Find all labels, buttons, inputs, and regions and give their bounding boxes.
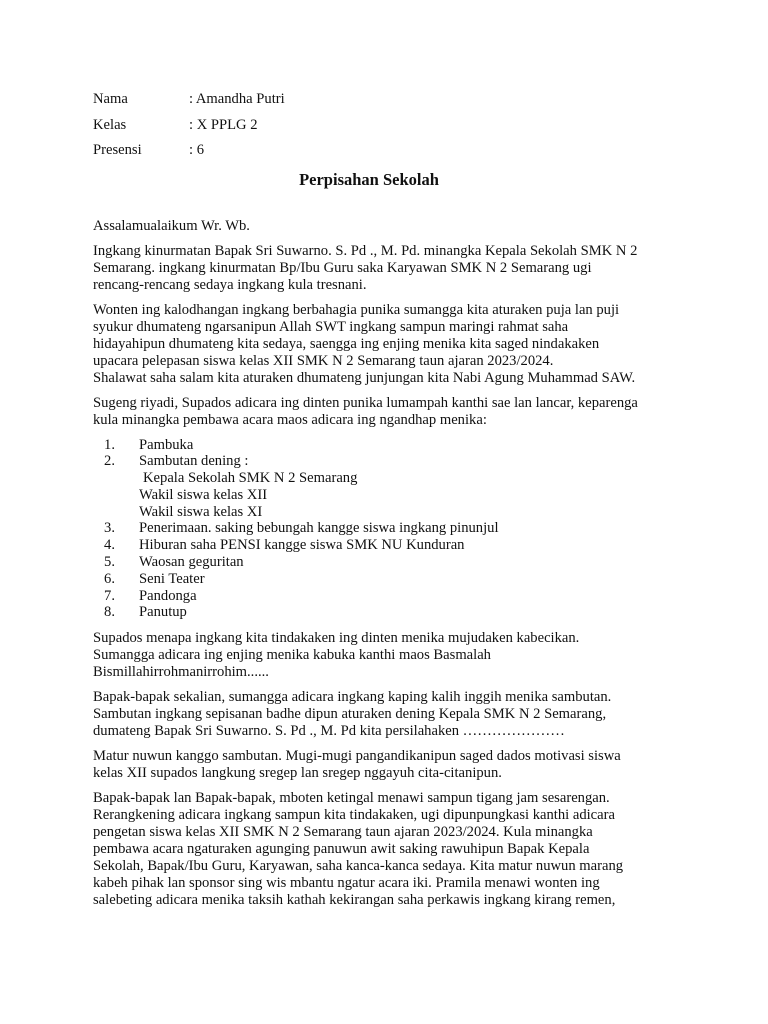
- agenda-item: [93, 604, 693, 621]
- greeting: Assalamualaikum Wr. Wb.: [93, 217, 250, 234]
- agenda-text: Penerimaan. saking bebungah kangge siswa ingkang pinunjul: [139, 520, 499, 537]
- agenda-text: Pambuka: [139, 436, 194, 453]
- meta-label: Presensi: [93, 142, 142, 159]
- agenda-item: [93, 571, 693, 588]
- agenda-number: 6.: [104, 570, 115, 587]
- agenda-item: [93, 537, 693, 554]
- meta-label: Nama: [93, 91, 128, 108]
- agenda-item: [93, 453, 693, 470]
- meta-value: : X PPLG 2: [189, 116, 258, 133]
- agenda-number: 7.: [104, 587, 115, 604]
- agenda-sub-item: [93, 504, 693, 521]
- paragraph-gratitude: Wonten ing kalodhangan ingkang berbahagia punika sumangga kita aturaken puja lan puji syukur dhumateng ngarsanipun Allah SWT ingkang sampun maringi rahmat saha hidayahipun dhumateng kita sedaya, saengga ing enjing menika kita saged nindakaken upacara pelepasan siswa kelas XII SMK N 2 Semarang taun ajaran 2023/2024. Shalawat saha salam kita aturaken dhumateng junjungan kita Nabi Agung Muhammad SAW.: [93, 301, 636, 386]
- agenda-sub-item: [93, 470, 693, 487]
- paragraph-thanks: Matur nuwun kanggo sambutan. Mugi-mugi pangandikanipun saged dados motivasi siswa kelas XII supados langkung sregep lan sregep nggayuh cita-citanipun.: [93, 748, 621, 782]
- meta-value: : Amandha Putri: [189, 91, 285, 108]
- meta-row-nama: [93, 87, 693, 113]
- agenda-item: [93, 554, 693, 571]
- agenda-text: Panutup: [139, 604, 187, 621]
- agenda-sub-text: Wakil siswa kelas XI: [139, 503, 263, 520]
- agenda-list: [93, 437, 693, 622]
- agenda-number: 1.: [104, 436, 115, 453]
- document-title: Perpisahan Sekolah: [299, 169, 439, 189]
- agenda-text: Waosan geguritan: [139, 554, 244, 571]
- paragraph-opening: Supados menapa ingkang kita tindakaken ing dinten menika mujudaken kabecikan. Sumangga adicara ing enjing menika kabuka kanthi maos Basmalah Bismillahirrohmanirrohim......: [93, 630, 580, 681]
- agenda-number: 8.: [104, 604, 115, 621]
- agenda-number: 4.: [104, 537, 115, 554]
- agenda-text: Seni Teater: [139, 570, 205, 587]
- meta-row-presensi: [93, 138, 693, 164]
- agenda-number: 5.: [104, 554, 115, 571]
- agenda-number: 2.: [104, 453, 115, 470]
- paragraph-closing: Bapak-bapak lan Bapak-bapak, mboten ketingal menawi sampun tigang jam sesarengan. Rerangkening adicara ingkang sampun kita tindakaken, ugi dipunpungkasi kanthi adicara pengetan siswa kelas XII SMK N 2 Semarang taun ajaran 2023/2024. Kula minangka pembawa acara ngaturaken agunging panuwun awit saking rawuhipun Bapak Kepala Sekolah, Bapak/Ibu Guru, Karyawan, saha kanca-kanca sedaya. Kita matur nuwun marang kabeh pihak lan sponsor sing wis mbantu ngatur acara iki. Pramila menawi wonten ing salebeting adicara menika taksih kathah kekirangan saha perkawis ingkang kirang remen,: [93, 790, 624, 909]
- agenda-item: [93, 520, 693, 537]
- agenda-text: Sambutan dening :: [139, 453, 249, 470]
- meta-label: Kelas: [93, 116, 127, 133]
- paragraph-opening-address: Ingkang kinurmatan Bapak Sri Suwarno. S. Pd ., M. Pd. minangka Kepala Sekolah SMK N 2 Semarang. ingkang kinurmatan Bp/Ibu Guru saka Karyawan SMK N 2 Semarang ugi rencang-rencang sedaya ingkang kula tresnani.: [93, 242, 638, 293]
- agenda-sub-text: Kepala Sekolah SMK N 2 Semarang: [143, 470, 358, 487]
- agenda-item: [93, 588, 693, 605]
- meta-value: : 6: [189, 142, 204, 159]
- agenda-number: 3.: [104, 520, 115, 537]
- agenda-text: Pandonga: [139, 587, 197, 604]
- agenda-sub-item: [93, 487, 693, 504]
- student-info: [93, 87, 693, 164]
- document-page: [93, 87, 693, 917]
- agenda-item: [93, 437, 693, 454]
- paragraph-agenda-intro: Sugeng riyadi, Supados adicara ing dinten punika lumampah kanthi sae lan lancar, keparenga kula minangka pembawa acara maos adicara ing ngandhap menika:: [93, 394, 638, 428]
- agenda-text: Hiburan saha PENSI kangge siswa SMK NU Kunduran: [139, 537, 465, 554]
- paragraph-sambutan: Bapak-bapak sekalian, sumangga adicara ingkang kaping kalih inggih menika sambutan. Sambutan ingkang sepisanan badhe dipun aturaken dening Kepala SMK N 2 Semarang, dumateng Bapak Sri Suwarno. S. Pd ., M. Pd kita persilahaken …………………: [93, 689, 612, 740]
- agenda-sub-text: Wakil siswa kelas XII: [139, 486, 268, 503]
- meta-row-kelas: [93, 113, 693, 139]
